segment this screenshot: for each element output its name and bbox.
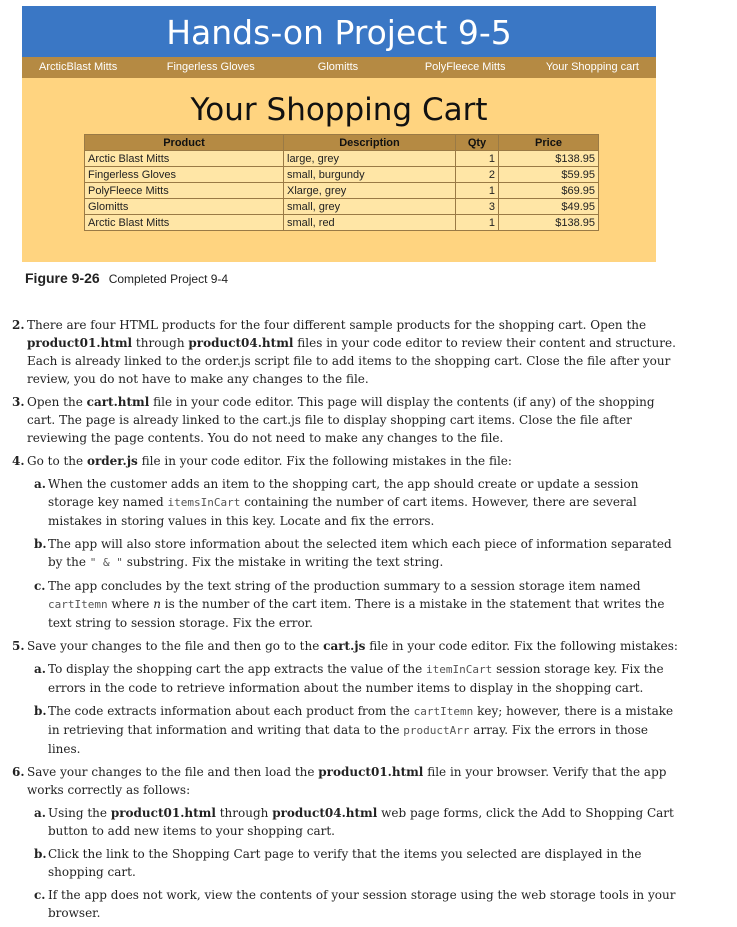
cell-description: small, grey [284, 199, 456, 215]
cell-price: $69.95 [499, 183, 599, 199]
text-run: Save your changes to the file and then load the [27, 765, 319, 779]
text-run: key; however, there is a mistake in retrieving that information and writing that data to the [48, 704, 674, 737]
sub-step-letter: a. [34, 477, 46, 491]
filename: order.js [86, 454, 138, 468]
nav-link-glomitts[interactable]: Glomitts [317, 61, 359, 73]
sub-step [34, 660, 684, 697]
sub-step-text [48, 845, 684, 881]
instruction-steps [12, 316, 684, 927]
sub-step [34, 577, 684, 632]
sub-step-text [48, 660, 684, 697]
sub-step-text [48, 475, 684, 530]
table-row [85, 167, 599, 183]
step-number: 4. [12, 454, 25, 468]
sub-step-text [48, 702, 684, 758]
text-run: array. Fix the errors in those lines. [48, 723, 649, 756]
table-row [85, 183, 599, 199]
header-qty: Qty [456, 135, 499, 151]
sub-step-letter: b. [34, 704, 47, 718]
cell-qty: 1 [456, 151, 499, 167]
text-run: To display the shopping cart the app extracts the value of the [48, 662, 427, 676]
sub-step-letter: c. [34, 888, 46, 902]
text-run: files in your code editor to review their content and structure. Each is already linked to the order.js script file to add items to the shopping cart. Close the file after your review, you do not have to make any changes to the file. [27, 336, 676, 386]
text-run: Open the [27, 395, 87, 409]
text-run: file in your code editor. Fix the following mistakes: [365, 639, 678, 653]
text-run: file in your browser. Verify that the app works correctly as follows: [27, 765, 667, 797]
text-run: Using the [48, 806, 111, 820]
text-run: web page forms, click the Add to Shopping Cart button to add new items to your shopping cart. [48, 806, 674, 838]
embedded-screenshot [22, 6, 656, 262]
figure-text: Completed Project 9-4 [108, 272, 229, 286]
header-description: Description [284, 135, 456, 151]
text-run: If the app does not work, view the contents of your session storage using the web storage tools in your browser. [48, 888, 676, 920]
sub-step [34, 535, 684, 572]
figure-label: Figure 9-26 [25, 270, 100, 286]
cart-heading: Your Shopping Cart [190, 92, 488, 128]
step-item [12, 637, 684, 758]
text-run: Click the link to the Shopping Cart page to verify that the items you selected are displayed in the shopping cart. [48, 847, 642, 879]
sub-step [34, 886, 684, 922]
step-item [12, 316, 684, 388]
cell-product: Fingerless Gloves [85, 167, 284, 183]
text-run: Go to the [27, 454, 87, 468]
cell-qty: 1 [456, 215, 499, 231]
cell-qty: 3 [456, 199, 499, 215]
cell-product: Arctic Blast Mitts [85, 151, 284, 167]
filename: product01.html [27, 336, 133, 350]
text-run: through [132, 336, 189, 350]
step-body [27, 316, 684, 388]
cell-qty: 2 [456, 167, 499, 183]
text-run: session storage key. Fix the errors in the code to retrieve information about the number items to display in the shopping cart. [48, 662, 664, 695]
filename: cart.js [323, 639, 366, 653]
sub-step-text [48, 886, 684, 922]
text-run: The app will also store information about the selected item which each piece of information separated by the [48, 537, 672, 569]
nav-link-shopping-cart[interactable]: Your Shopping cart [545, 61, 639, 73]
step-number: 6. [12, 765, 25, 779]
filename: product01.html [110, 806, 216, 820]
nav-link-fingerless[interactable]: Fingerless Gloves [166, 61, 255, 73]
step-body [27, 763, 684, 922]
step-text [27, 393, 684, 447]
nav-link-arcticblast[interactable]: ArcticBlast Mitts [39, 61, 118, 73]
code-identifier: " & " [89, 556, 123, 569]
sub-step-text [48, 804, 684, 840]
step-text [27, 637, 684, 655]
header-price: Price [499, 135, 599, 151]
text-run: The code extracts information about each product from the [48, 704, 414, 718]
step-body [27, 452, 684, 632]
sub-step-text [48, 535, 684, 572]
sub-step-letter: c. [34, 579, 46, 593]
step-body [27, 637, 684, 758]
step-item [12, 763, 684, 922]
banner-title: Hands-on Project 9-5 [22, 6, 656, 57]
text-run: containing the number of cart items. However, there are several mistakes in storing values in this key. Locate and fix the errors. [48, 495, 637, 528]
step-text [27, 763, 684, 799]
nav-link-polyfleece[interactable]: PolyFleece Mitts [424, 61, 506, 73]
cart-table [84, 134, 599, 231]
step-number: 2. [12, 318, 25, 332]
cell-qty: 1 [456, 183, 499, 199]
sub-step-letter: a. [34, 806, 46, 820]
code-identifier: itemInCart [426, 663, 493, 676]
text-run: The app concludes by the text string of the production summary to a session storage item named [48, 579, 641, 593]
text-run: file in your code editor. This page will display the contents (if any) of the shopping cart. The page is already linked to the cart.js file to display shopping cart items. Close the file after reviewing the page contents. You do not need to make any changes to the file. [27, 395, 655, 445]
sub-step-text [48, 577, 684, 632]
cell-description: small, red [284, 215, 456, 231]
filename: product01.html [318, 765, 424, 779]
step-text [27, 316, 684, 388]
cell-product: Arctic Blast Mitts [85, 215, 284, 231]
code-identifier: cartItemn [413, 705, 474, 718]
code-identifier: cartItemn [48, 598, 108, 611]
table-row [85, 215, 599, 231]
cell-price: $138.95 [499, 215, 599, 231]
step-number: 5. [12, 639, 25, 653]
table-row [85, 199, 599, 215]
step-text [27, 452, 684, 470]
filename: product04.html [272, 806, 378, 820]
text-run: through [215, 806, 273, 820]
cell-price: $138.95 [499, 151, 599, 167]
sub-step-letter: b. [34, 537, 47, 551]
code-identifier: productArr [403, 724, 470, 737]
cell-price: $59.95 [499, 167, 599, 183]
cell-price: $49.95 [499, 199, 599, 215]
text-run: When the customer adds an item to the shopping cart, the app should create or update a session storage key named [48, 477, 639, 509]
figure-caption [25, 270, 228, 286]
cell-description: Xlarge, grey [284, 183, 456, 199]
sub-step [34, 475, 684, 530]
cell-description: small, burgundy [284, 167, 456, 183]
text-run: where [107, 597, 154, 611]
cell-product: PolyFleece Mitts [85, 183, 284, 199]
sub-step-letter: b. [34, 847, 47, 861]
variable-n: n [153, 597, 161, 611]
sub-step [34, 702, 684, 758]
filename: cart.html [86, 395, 150, 409]
text-run: substring. Fix the mistake in writing the text string. [122, 555, 444, 569]
header-product: Product [85, 135, 284, 151]
cart-header-row [85, 135, 599, 151]
table-row [85, 151, 599, 167]
text-run: Save your changes to the file and then go to the [27, 639, 324, 653]
cell-description: large, grey [284, 151, 456, 167]
text-run: file in your code editor. Fix the following mistakes in the file: [137, 454, 512, 468]
step-body [27, 393, 684, 447]
step-number: 3. [12, 395, 25, 409]
step-item [12, 393, 684, 447]
text-run: is the number of the cart item. There is a mistake in the statement that writes the text string to session storage. Fix the error. [48, 597, 665, 630]
sub-step [34, 804, 684, 840]
nav-bar [22, 57, 656, 78]
filename: product04.html [188, 336, 294, 350]
sub-step [34, 845, 684, 881]
sub-step-letter: a. [34, 662, 46, 676]
text-run: There are four HTML products for the four different sample products for the shopping cart. Open the [27, 318, 647, 332]
step-item [12, 452, 684, 632]
code-identifier: itemsInCart [167, 496, 241, 509]
cell-product: Glomitts [85, 199, 284, 215]
